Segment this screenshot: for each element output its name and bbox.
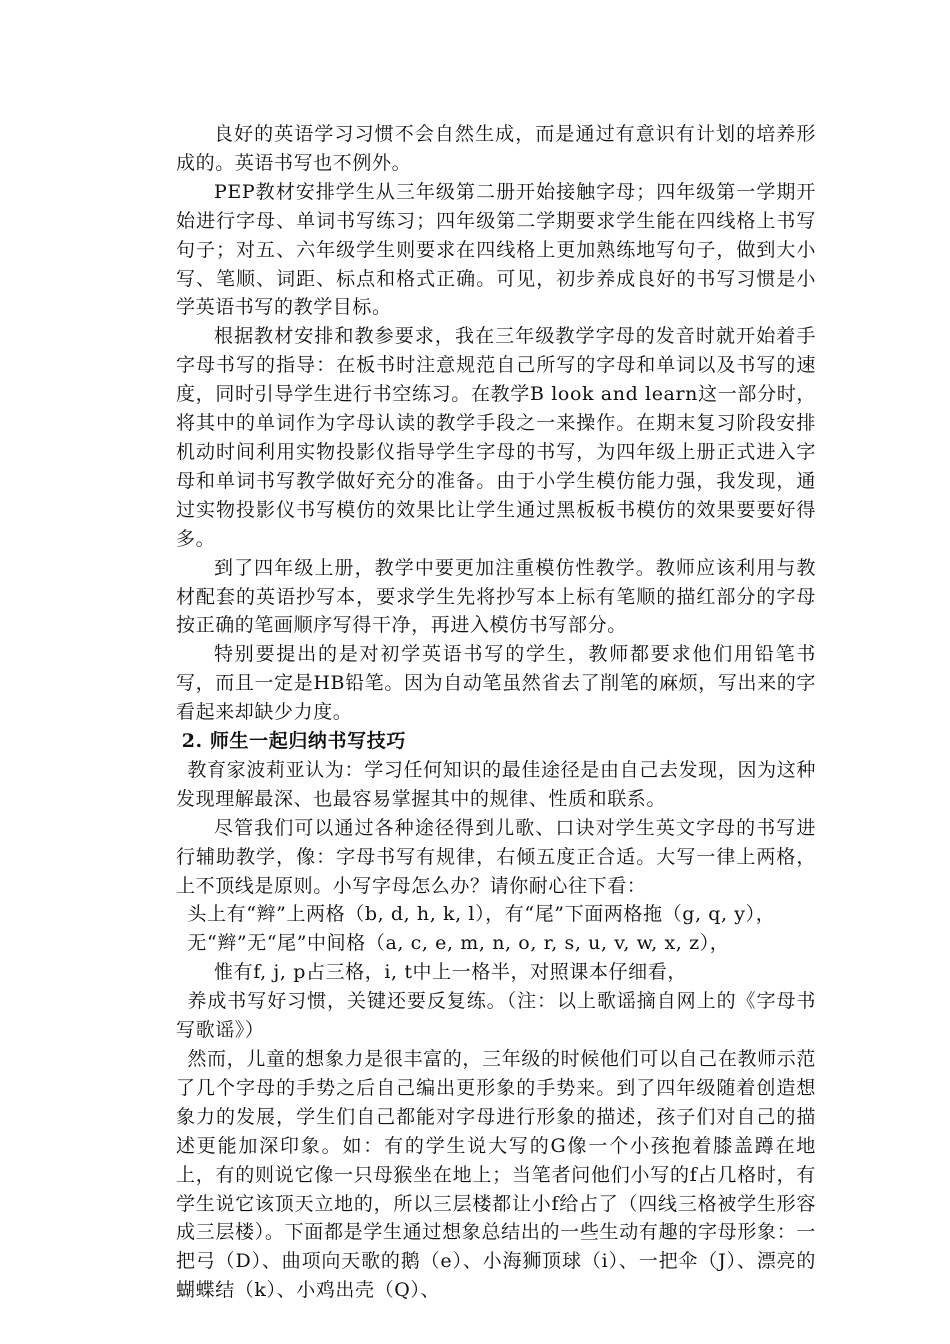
paragraph-habits: 良好的英语学习习惯不会自然生成，而是通过有意识有计划的培养形成的。英语书写也不例外。 — [176, 123, 816, 174]
document-body — [176, 120, 816, 1305]
rhyme-line-4: 养成书写好习惯，关键还要反复练。（注：以上歌谣摘自网上的《字母书写歌谣》） — [176, 990, 816, 1042]
section-heading-writing-skills: 2. 师生一起归纳书写技巧 — [181, 730, 406, 753]
paragraph-pencil: 特别要提出的是对初学英语书写的学生，教师都要求他们用铅笔书写，而且一定是HB铅笔。因为自动笔虽然省去了削笔的麻烦，写出来的字看起来却缺少力度。 — [176, 643, 816, 724]
rhyme-line-1: 头上有“辫”上两格（b, d, h, k, l），有“尾”下面两格拖（g, q, y）， — [187, 903, 776, 926]
paragraph-polya: 教育家波莉亚认为：学习任何知识的最佳途径是由自己去发现，因为这种发现理解最深、也最容易掌握其中的规律、性质和联系。 — [176, 758, 816, 810]
paragraph-grade4-imitation: 到了四年级上册，教学中要更加注重模仿性教学。教师应该利用与教材配套的英语抄写本，要求学生先将抄写本上标有笔顺的描红部分的字母按正确的笔画顺序写得干净，再进入模仿书写部分。 — [176, 556, 816, 637]
paragraph-pep-curriculum: PEP教材安排学生从三年级第二册开始接触字母；四年级第一学期开始进行字母、单词书写练习；四年级第二学期要求学生能在四线格上书写句子；对五、六年级学生则要求在四线格上更加熟练地写句子，做到大小写、笔顺、词距、标点和格式正确。可见，初步养成良好的书写习惯是小学英语书写的教学目标。 — [176, 180, 816, 319]
paragraph-rhymes: 尽管我们可以通过各种途径得到儿歌、口诀对学生英文字母的书写进行辅助教学，像：字母书写有规律，右倾五度正合适。大写一律上两格，上不顶线是原则。小写字母怎么办？请你耐心往下看： — [176, 816, 816, 897]
paragraph-grade3-teaching: 根据教材安排和教参要求，我在三年级教学字母的发音时就开始着手字母书写的指导：在板书时注意规范自己所写的字母和单词以及书写的速度，同时引导学生进行书空练习。在教学B look and learn这一部分时，将其中的单词作为字母认读的教学手段之一来操作。在期末复习阶段安排机动时间利用实物投影仪指导学生字母的书写，为四年级上册正式进入字母和单词书写教学做好充分的准备。由于小学生模仿能力强，我发现，通过实物投影仪书写模仿的效果比让学生通过黑板板书模仿的效果要要好得多。 — [176, 325, 816, 550]
rhyme-line-3: 惟有f, j, p占三格，i, t中上一格半，对照课本仔细看， — [214, 961, 687, 984]
paragraph-imagination: 然而，儿童的想象力是很丰富的，三年级的时候他们可以自己在教师示范了几个字母的手势之后自己编出更形象的手势来。到了四年级随着创造想象力的发展，学生们自己都能对字母进行形象的描述，孩子们对自己的描述更能加深印象。如：有的学生说大写的G像一个小孩抱着膝盖蹲在地上，有的则说它像一只母猴坐在地上；当笔者问他们小写的f占几格时，有学生说它该顶天立地的，所以三层楼都让小f给占了（四线三格被学生形容成三层楼）。下面都是学生通过想象总结出的一些生动有趣的字母形象：一把弓（D）、曲项向天歌的鹅（e）、小海狮顶球（i）、一把伞（J）、漂亮的蝴蝶结（k）、小鸡出壳（Q）、 — [176, 1048, 816, 1302]
rhyme-line-2: 无“辫”无“尾”中间格（a, c, e, m, n, o, r, s, u, v, w, x, z）， — [187, 932, 730, 955]
